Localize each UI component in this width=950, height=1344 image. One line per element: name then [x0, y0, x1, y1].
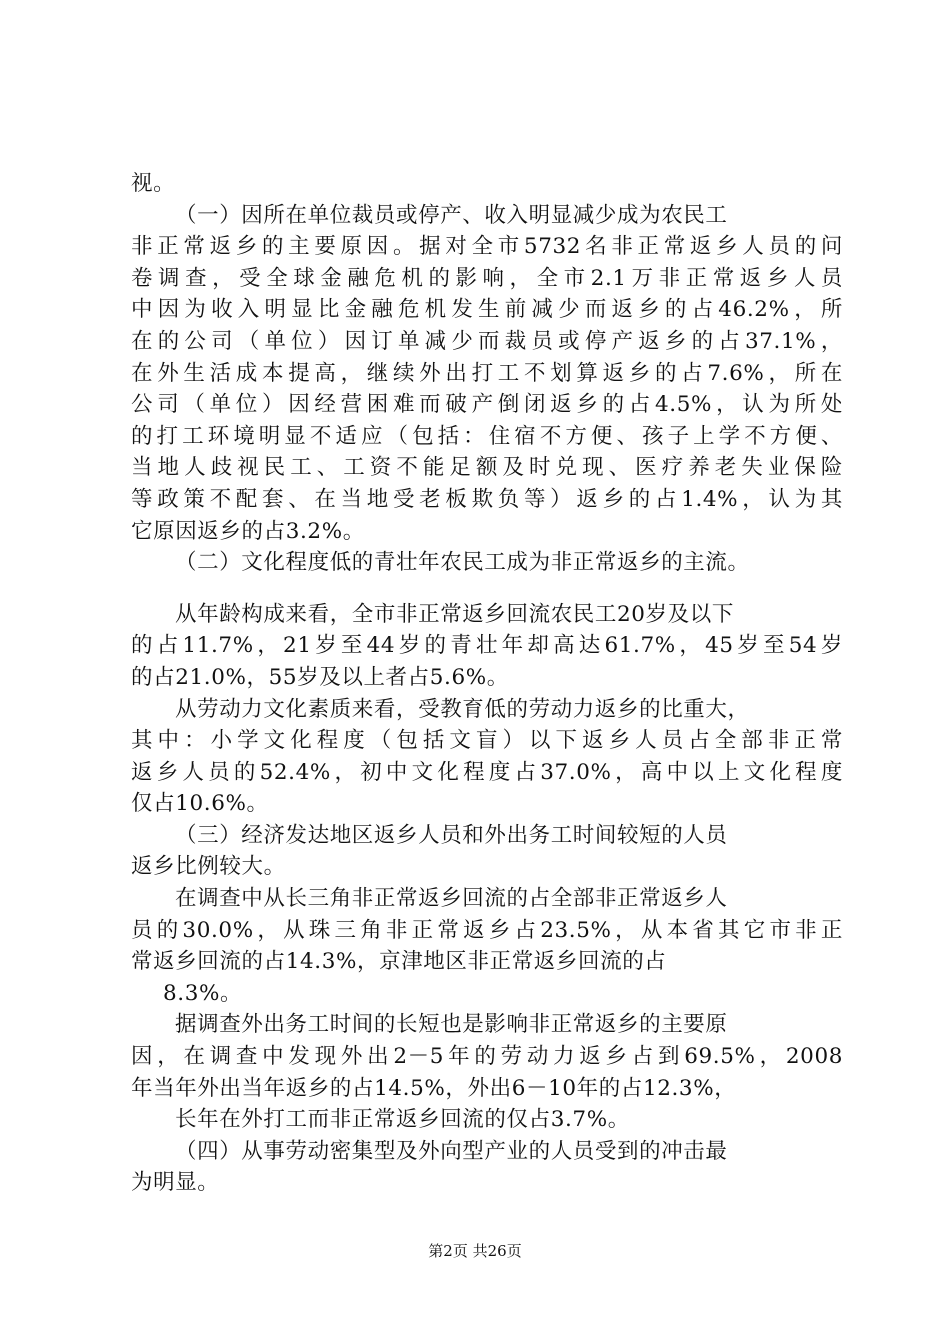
text-line: 当地人歧视民工、工资不能足额及时兑现、医疗养老失业保险	[131, 455, 843, 481]
text-line: 据调查外出务工时间的长短也是影响非正常返乡的主要原	[175, 1012, 728, 1038]
text-line: 为明显。	[131, 1170, 220, 1196]
text-line: 从年龄构成来看，全市非正常返乡回流农民工20岁及以下	[175, 601, 734, 627]
text-line: 卷调查，受全球金融危机的影响，全市2.1万非正常返乡人员	[131, 265, 843, 291]
text-line: 其中：小学文化程度（包括文盲）以下返乡人员占全部非正常	[131, 728, 843, 754]
document-body	[131, 168, 843, 1199]
text-line: 非正常返乡的主要原因。据对全市5732名非正常返乡人员的问	[131, 234, 843, 260]
section-heading-2: （二）文化程度低的青壮年农民工成为非正常返乡的主流。	[175, 550, 750, 576]
section-heading-1: （一）因所在单位裁员或停产、收入明显减少成为农民工	[175, 202, 728, 228]
text-line: 在调查中从长三角非正常返乡回流的占全部非正常返乡人	[175, 886, 728, 912]
text-line: 的占21.0%，55岁及以上者占5.6%。	[131, 664, 509, 690]
section-heading-4: （四）从事劳动密集型及外向型产业的人员受到的冲击最	[175, 1138, 728, 1164]
page-number-footer: 第2页 共26页	[428, 1242, 522, 1260]
text-line: 仅占10.6%。	[131, 791, 269, 817]
text-line: 返乡人员的52.4%，初中文化程度占37.0%，高中以上文化程度	[131, 759, 843, 785]
text-line: 员的30.0%，从珠三角非正常返乡占23.5%，从本省其它市非正	[131, 917, 843, 943]
text-line: 常返乡回流的占14.3%，京津地区非正常返乡回流的占	[131, 949, 667, 975]
text-line: 视。	[131, 171, 176, 196]
text-line: 因，在调查中发现外出2－5年的劳动力返乡占到69.5%，2008	[131, 1044, 843, 1070]
text-line: 年当年外出当年返乡的占14.5%，外出6－10年的占12.3%，	[131, 1075, 737, 1101]
text-line: 返乡比例较大。	[131, 854, 286, 880]
text-line: 等政策不配套、在当地受老板欺负等）返乡的占1.4%，认为其	[131, 486, 843, 512]
text-line: 它原因返乡的占3.2%。	[131, 518, 365, 544]
text-line: 在的公司（单位）因订单减少而裁员或停产返乡的占37.1%，	[131, 328, 843, 354]
text-line: 中因为收入明显比金融危机发生前减少而返乡的占46.2%，所	[131, 297, 843, 323]
text-line: 8.3%。	[163, 980, 243, 1006]
text-line: 的打工环境明显不适应（包括：住宿不方便、孩子上学不方便、	[131, 423, 843, 449]
section-heading-3: （三）经济发达地区返乡人员和外出务工时间较短的人员	[175, 822, 728, 848]
text-line: 的占11.7%，21岁至44岁的青壮年却高达61.7%，45岁至54岁	[131, 633, 843, 659]
text-line: 在外生活成本提高，继续外出打工不划算返乡的占7.6%，所在	[131, 360, 843, 386]
text-line: 公司（单位）因经营困难而破产倒闭返乡的占4.5%，认为所处	[131, 392, 843, 418]
text-line: 长年在外打工而非正常返乡回流的仅占3.7%。	[175, 1107, 630, 1133]
text-line: 从劳动力文化素质来看，受教育低的劳动力返乡的比重大，	[175, 696, 750, 722]
paragraph-gap	[131, 579, 843, 599]
